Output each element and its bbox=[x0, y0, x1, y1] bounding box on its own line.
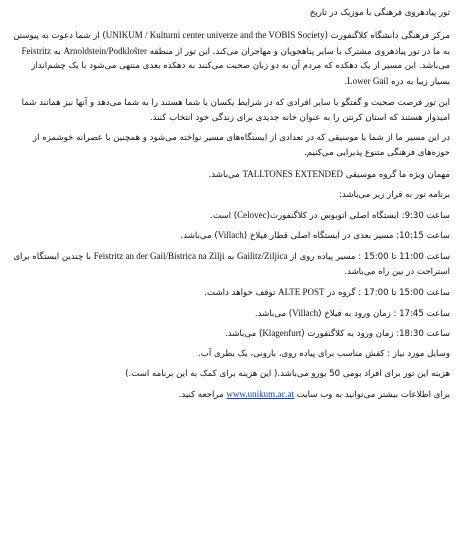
more-info-paragraph bbox=[10, 387, 450, 403]
schedule-item bbox=[10, 228, 450, 244]
schedule-text-b: ) می‌باشد. bbox=[225, 329, 263, 340]
intro-text-a: مرکز فرهنگی دانشگاه کلاگنفورت ( bbox=[324, 30, 450, 41]
schedule-item bbox=[10, 249, 450, 280]
intro-paragraph bbox=[10, 28, 450, 90]
schedule-item bbox=[10, 326, 450, 342]
place-villach: Villach bbox=[292, 307, 319, 318]
schedule-text-b: ) می‌باشد. bbox=[180, 231, 218, 242]
schedule-text-c: با چندین ایستگاه برای استراحت در بین راه می‌باشد. bbox=[13, 252, 450, 277]
intro-text-c: به bbox=[51, 46, 64, 57]
info-text-b: مراجعه کنید. bbox=[178, 389, 227, 400]
conversation-paragraph: این تور فرصت صحبت و گفتگو با سایر افرادی که در شرایط یکسان با شما هستند را به شما می‌دهد و آنها نیز همانند شما امیدوار هستند که استان کرنتن را به عنوان خانه جدیدی برای زندگی خود انتخاب کنند. bbox=[21, 97, 450, 123]
info-text-a: برای اطلاعات بیشتر می‌توانید به وب سایت bbox=[294, 389, 450, 400]
schedule-text-a: ساعت 15:00 تا 17:00 : گروه در bbox=[324, 287, 450, 298]
intro-text-d: می‌باشد. این مسیر از یک دهکده که مردم آن به دو زبان صحبت می‌کنند به دهکده بعدی منتهی می‌شود با یک چشم‌انداز بسیار زیبا به دره bbox=[31, 61, 450, 88]
place-feistritz: Feistritz bbox=[21, 45, 52, 56]
schedule-heading: برنامه تور به قرار زیر می‌باشد: bbox=[338, 189, 450, 200]
schedule-text-b: ) است. bbox=[210, 210, 238, 221]
schedule-text-b: به bbox=[224, 252, 237, 263]
place-villach: Villach bbox=[217, 230, 244, 241]
schedule-item bbox=[10, 285, 450, 301]
intro-text-e: . bbox=[344, 77, 348, 88]
schedule-text-a: ساعت 10:15: مسیر بعدی در ایستگاه اصلی قطار فیلاخ ( bbox=[243, 231, 450, 242]
website-link[interactable]: www.unikum.ac.at bbox=[226, 388, 295, 399]
intro-text-b: ) از شما دعوت به پیوستن به ما در تور پیادهروی مشترک با سایر پناهجویان و مهاجران می‌کند. این تور از منطقه bbox=[13, 30, 450, 57]
place-alte-post: ALTE POST bbox=[278, 286, 325, 297]
place-lower-gail: Lower Gail bbox=[347, 76, 389, 87]
schedule-text-a: ساعت 9:30: ایستگاه اصلی اتوبوس در کلاگنفورت( bbox=[266, 210, 450, 221]
schedule-item bbox=[10, 306, 450, 322]
equipment-paragraph: وسایل مورد نیاز : کفش مناسب برای پیاده روی، بارونی، یک بطری آب. bbox=[198, 349, 450, 360]
place-arnoldstein: Arnoldstein/Podkloŝter bbox=[63, 45, 147, 56]
place-gailitz: Gailitz/Ziljica bbox=[236, 251, 288, 262]
schedule-item bbox=[10, 208, 450, 224]
guest-band-paragraph bbox=[10, 167, 450, 183]
schedule-text-a: ساعت 11:00 تا 15:00 : مسیر پیاده روی از bbox=[287, 252, 450, 263]
schedule-text-a: ساعت 18:30: زمان ورود به کلاگنفورت ( bbox=[301, 329, 450, 340]
schedule-text-b: ) می‌باشد. bbox=[254, 308, 293, 319]
document-body bbox=[10, 0, 450, 402]
place-klagenfurt: Klagenfurt bbox=[262, 328, 302, 339]
place-celovec: Celovec bbox=[237, 209, 267, 220]
schedule-text-b: توقف خواهد داشت. bbox=[204, 287, 279, 298]
guest-text-a: مهمان ویژه ما گروه موسیقی bbox=[343, 170, 450, 181]
place-feistritz-gail: Feistritz an der Gail/Bistrica na Zilji bbox=[93, 251, 225, 262]
org-names: UNIKUM / Kulturni center univerze and the VOBIS Society bbox=[105, 29, 325, 40]
band-name: TALLTONES EXTENDED bbox=[242, 169, 344, 180]
guest-text-b: می‌باشد. bbox=[208, 170, 243, 181]
doc-title: تور پیادهروی فرهنگی با موزیک در تاریخ bbox=[309, 8, 450, 18]
music-paragraph: در این مسیر ما از شما با موسیقی که در تعدادی از ایستگاه‌های مسیر نواخته می‌شود و همچنین با عصرانه خوشمزه از حوزه‌های فرهنگی متنوع پذیرایی می‌کنیم. bbox=[32, 133, 450, 159]
schedule-text-a: ساعت 17:45 : زمان ورود به فیلاخ ( bbox=[318, 308, 450, 319]
cost-paragraph: هزینه این تور برای افراد بومی 50 یورو می‌باشد.( این هزینه برای کمک به این برنامه است.) bbox=[125, 368, 450, 379]
